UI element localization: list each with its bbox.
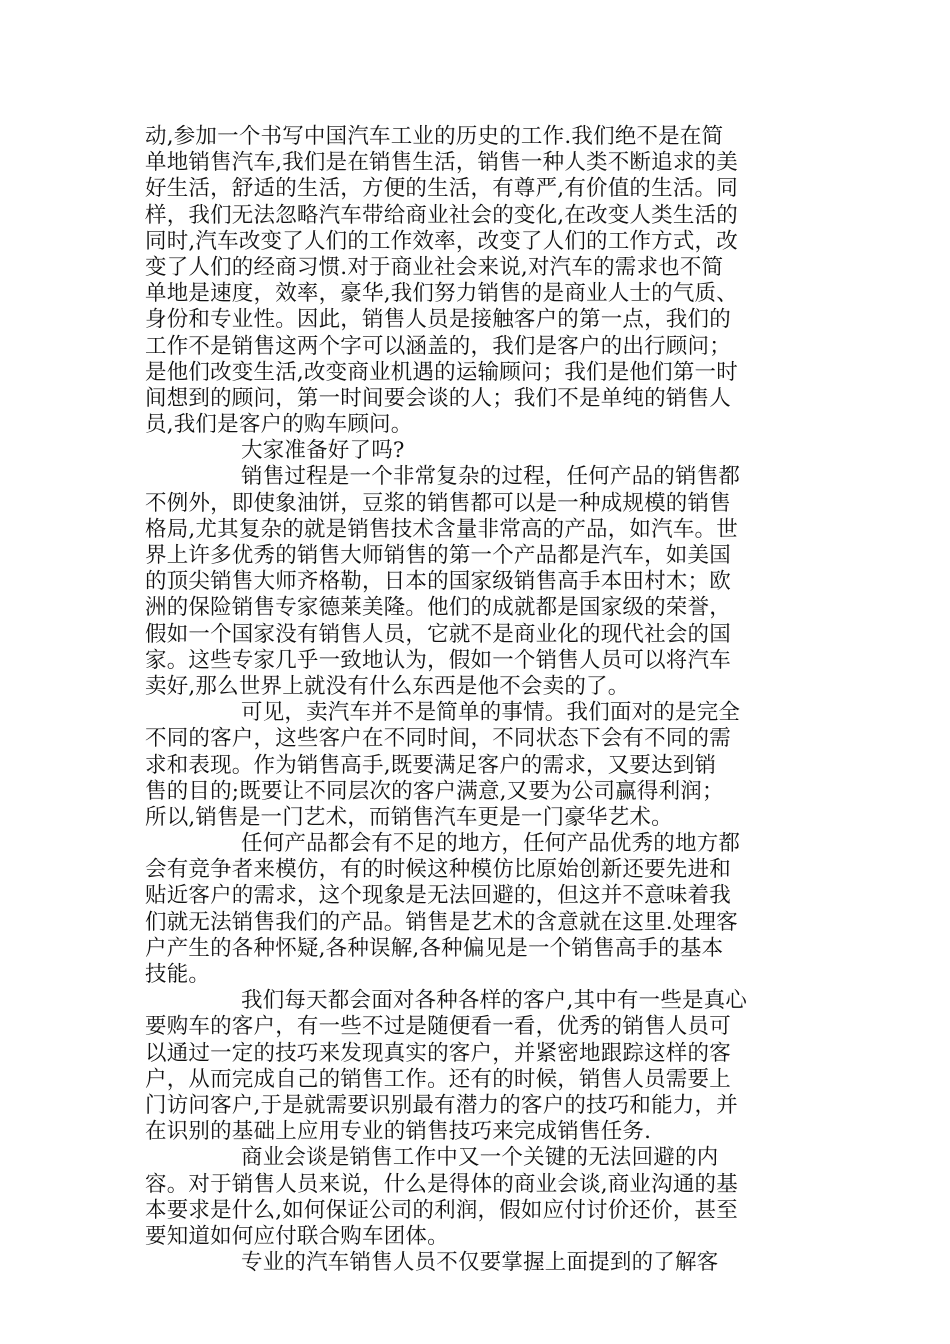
- paragraph-first-line: 可见，卖汽车并不是简单的事情。我们面对的是完全: [241, 700, 741, 726]
- text-line: 卖好,那么世界上就没有什么东西是他不会卖的了。: [145, 673, 630, 699]
- text-line: 不例外，即使象油饼，豆浆的销售都可以是一种成规模的销售: [145, 490, 731, 516]
- text-line: 求和表现。作为销售高手,既要满足客户的需求，又要达到销: [145, 752, 717, 778]
- text-line: 单地是速度，效率，豪华,我们努力销售的是商业人士的气质、: [145, 281, 738, 307]
- text-line: 好生活，舒适的生活，方便的生活，有尊严,有价值的生活。同: [145, 176, 738, 202]
- text-line: 要购车的客户，有一些不过是随便看一看，优秀的销售人员可: [145, 1014, 731, 1040]
- text-line: 们就无法销售我们的产品。销售是艺术的含意就在这里.处理客: [145, 909, 738, 935]
- paragraph-first-line: 我们每天都会面对各种各样的客户,其中有一些是真心: [241, 988, 748, 1014]
- text-line: 容。对于销售人员来说，什么是得体的商业会谈,商业沟通的基: [145, 1171, 738, 1197]
- text-line: 界上许多优秀的销售大师销售的第一个产品都是汽车，如美国: [145, 543, 731, 568]
- text-line: 洲的保险销售专家德莱美隆。他们的成就都是国家级的荣誉，: [145, 595, 731, 621]
- text-line: 户产生的各种怀疑,各种误解,各种偏见是一个销售高手的基本: [145, 935, 724, 961]
- text-line: 变了人们的经商习惯.对于商业社会来说,对汽车的需求也不简: [145, 254, 724, 280]
- paragraph-first-line: 专业的汽车销售人员不仅要掌握上面提到的了解客: [241, 1250, 719, 1276]
- text-line: 门访问客户,于是就需要识别最有潜力的客户的技巧和能力，并: [145, 1092, 738, 1118]
- text-line: 单地销售汽车,我们是在销售生活，销售一种人类不断追求的美: [145, 150, 738, 176]
- text-line: 以通过一定的技巧来发现真实的客户，并紧密地跟踪这样的客: [145, 1040, 731, 1066]
- text-line: 本要求是什么,如何保证公司的利润，假如应付讨价还价，甚至: [145, 1197, 738, 1223]
- text-line: 格局,尤其复杂的就是销售技术含量非常高的产品，如汽车。世: [145, 516, 738, 542]
- paragraph-first-line: 商业会谈是销售工作中又一个关键的无法回避的内: [241, 1145, 719, 1171]
- text-line: 会有竞争者来模仿，有的时候这种模仿比原始创新还要先进和: [145, 857, 731, 883]
- text-line: 要知道如何应付联合购车团体。: [145, 1223, 449, 1249]
- paragraph-first-line: 大家准备好了吗?: [241, 438, 405, 464]
- text-line: 动,参加一个书写中国汽车工业的历史的工作.我们绝不是在简: [145, 124, 724, 149]
- text-line: 样，我们无法忽略汽车带给商业社会的变化,在改变人类生活的: [145, 202, 738, 228]
- text-line: 间想到的顾问，第一时间要会谈的人；我们不是单纯的销售人: [145, 385, 731, 411]
- text-line: 假如一个国家没有销售人员，它就不是商业化的现代社会的国: [145, 621, 731, 647]
- paragraph-first-line: 任何产品都会有不足的地方，任何产品优秀的地方都: [241, 831, 741, 857]
- text-line: 户，从而完成自己的销售工作。还有的时候，销售人员需要上: [145, 1066, 731, 1092]
- document-body: [145, 124, 805, 1276]
- text-line: 售的目的;既要让不同层次的客户满意,又要为公司赢得利润；: [145, 778, 724, 804]
- text-line: 不同的客户，这些客户在不同时间，不同状态下会有不同的需: [145, 726, 731, 752]
- text-line: 贴近客户的需求，这个现象是无法回避的，但这并不意味着我: [145, 883, 731, 909]
- text-line: 身份和专业性。因此，销售人员是接触客户的第一点，我们的: [145, 307, 731, 333]
- text-line: 所以,销售是一门艺术，而销售汽车更是一门豪华艺术。: [145, 804, 673, 830]
- text-line: 员,我们是客户的购车顾问。: [145, 412, 413, 438]
- paragraph-first-line: 销售过程是一个非常复杂的过程，任何产品的销售都: [241, 464, 741, 490]
- text-line: 同时,汽车改变了人们的工作效率，改变了人们的工作方式，改: [145, 228, 738, 254]
- text-line: 是他们改变生活,改变商业机遇的运输顾问；我们是他们第一时: [145, 359, 738, 385]
- text-line: 在识别的基础上应用专业的销售技巧来完成销售任务.: [145, 1119, 652, 1145]
- text-line: 工作不是销售这两个字可以涵盖的，我们是客户的出行顾问；: [145, 333, 731, 359]
- text-line: 家。这些专家几乎一致地认为，假如一个销售人员可以将汽车: [145, 647, 731, 673]
- text-line: 技能。: [145, 962, 211, 987]
- text-line: 的顶尖销售大师齐格勒，日本的国家级销售高手本田村木；欧: [145, 569, 731, 595]
